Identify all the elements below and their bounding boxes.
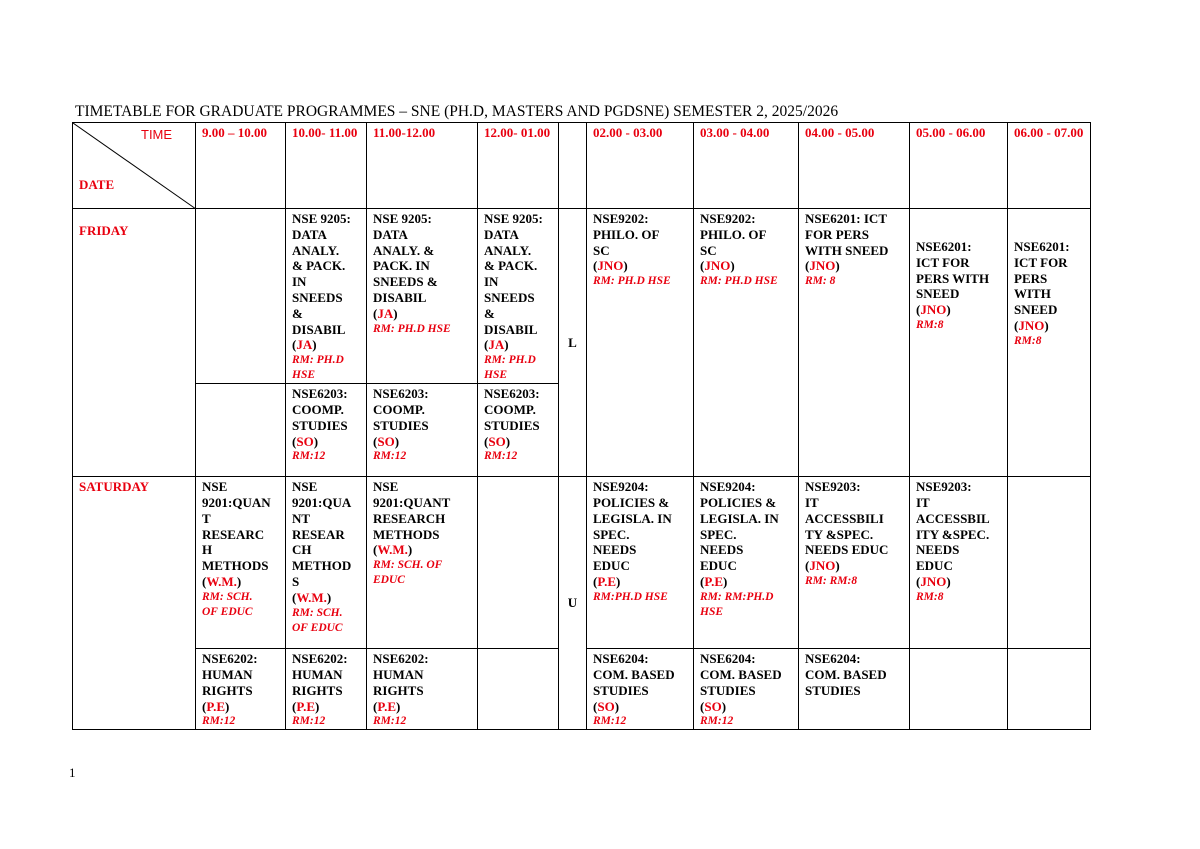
timetable xyxy=(72,122,1091,730)
lecturer-code: (JNO) xyxy=(916,302,951,318)
course-line: NSE9203: xyxy=(916,479,972,495)
course-line: LEGISLA. IN xyxy=(593,510,672,526)
time-slot-header: 05.00 - 06.00 xyxy=(910,123,1008,209)
lecturer-code: (P.E) xyxy=(202,698,230,714)
lecturer-initials: SO xyxy=(597,698,615,714)
course-line: ANALY. & xyxy=(373,242,435,258)
lecturer-initials: SO xyxy=(488,433,506,449)
course-line: COM. BASED xyxy=(700,666,782,682)
course-line: ANALY. xyxy=(292,242,340,258)
time-slot-header: 03.00 - 04.00 xyxy=(694,123,799,209)
class-cell xyxy=(1008,209,1091,477)
time-slot-header: 9.00 – 10.00 xyxy=(196,123,286,209)
course-line: PHILO. OF xyxy=(593,226,660,242)
lecturer-initials: JA xyxy=(488,337,505,353)
course-line: RESEAR xyxy=(292,526,345,542)
course-line: COOMP. xyxy=(373,401,425,417)
course-line: COM. BASED xyxy=(805,666,887,682)
lunch-cell: L xyxy=(559,209,587,477)
lecturer-initials: JNO xyxy=(920,302,947,318)
course-line: SPEC. xyxy=(700,526,737,542)
course-line: HUMAN xyxy=(202,666,253,682)
class-cell xyxy=(910,209,1008,477)
room-label: RM: PH.D HSE xyxy=(373,322,451,335)
lecturer-initials: P.E xyxy=(296,698,316,714)
class-cell xyxy=(286,384,367,477)
course-line: COM. BASED xyxy=(593,666,675,682)
class-cell xyxy=(587,649,694,730)
course-line: & xyxy=(292,305,303,321)
course-line: NSE xyxy=(292,479,318,495)
course-line: METHODS xyxy=(202,558,269,574)
course-line: COOMP. xyxy=(484,401,536,417)
course-line: HUMAN xyxy=(292,666,343,682)
course-line: NSE6204: xyxy=(593,651,649,667)
class-cell xyxy=(799,477,910,649)
room-label: RM:12 xyxy=(202,715,236,728)
room-label: RM: PH.D xyxy=(484,354,536,367)
course-line: NSE xyxy=(373,479,399,495)
course-line: NSE9202: xyxy=(593,211,649,226)
room-label: RM:PH.D HSE xyxy=(593,590,668,603)
course-line: T xyxy=(202,510,211,526)
room-label: RM:12 xyxy=(700,715,734,728)
course-line: STUDIES xyxy=(593,682,649,698)
class-cell xyxy=(286,649,367,730)
course-line: RIGHTS xyxy=(292,682,343,698)
course-line: NSE6201: xyxy=(916,239,972,254)
lecturer-code: (JA) xyxy=(373,305,398,321)
lecturer-code: (SO) xyxy=(373,433,400,449)
lecturer-initials: JNO xyxy=(920,573,947,589)
class-cell xyxy=(367,477,478,649)
class-cell xyxy=(910,477,1008,649)
course-line: STUDIES xyxy=(373,417,429,433)
course-line: NSE6203: xyxy=(373,386,429,402)
course-line: NSE6202: xyxy=(373,651,429,667)
lecturer-initials: SO xyxy=(704,698,722,714)
lecturer-initials: P.E xyxy=(377,698,397,714)
course-line: NSE6203: xyxy=(484,386,540,402)
lecturer-code: (JNO) xyxy=(805,258,840,274)
course-line: IN xyxy=(484,274,499,290)
course-line: NEEDS xyxy=(916,542,960,558)
room-label: RM:8 xyxy=(916,590,944,603)
room-label: RM:12 xyxy=(373,715,407,728)
room-label: RM:12 xyxy=(373,450,407,463)
course-line: & PACK. xyxy=(292,258,346,274)
course-line: & PACK. xyxy=(484,258,538,274)
course-line: PERS WITH xyxy=(916,270,990,286)
lecturer-initials: P.E xyxy=(597,573,617,589)
course-line: DISABIL xyxy=(292,321,346,337)
course-line: SC xyxy=(593,242,610,258)
course-line: SNEEDS xyxy=(292,289,343,305)
course-line: DATA xyxy=(373,226,408,242)
course-line: NEEDS EDUC xyxy=(805,542,889,558)
lecturer-code: (JNO) xyxy=(1014,317,1049,333)
class-cell xyxy=(799,209,910,477)
class-cell xyxy=(694,477,799,649)
course-line: SNEEDS xyxy=(484,289,535,305)
lecturer-initials: W.M. xyxy=(296,589,327,605)
room-label: RM: SCH. OF xyxy=(373,559,443,572)
room-label: RM: 8 xyxy=(805,275,836,288)
course-line: COOMP. xyxy=(292,401,344,417)
course-line: ACCESSBILI xyxy=(805,510,884,526)
course-line: NSE 9205: xyxy=(373,211,432,226)
empty-cell xyxy=(196,209,286,384)
lecturer-code: (P.E) xyxy=(292,698,320,714)
course-line: SPEC. xyxy=(593,526,630,542)
course-line: DISABIL xyxy=(373,289,427,305)
room-label: HSE xyxy=(700,605,724,618)
lecturer-code: (W.M.) xyxy=(202,573,242,589)
room-label: RM:12 xyxy=(593,715,627,728)
empty-cell xyxy=(478,649,559,730)
course-line: STUDIES xyxy=(805,682,861,698)
room-label: HSE xyxy=(292,369,316,382)
course-line: NSE xyxy=(202,479,228,495)
course-line: ICT FOR xyxy=(916,254,970,270)
room-label: RM:12 xyxy=(292,450,326,463)
course-line: NSE6202: xyxy=(202,651,258,667)
course-line: IT xyxy=(805,494,819,510)
course-line: ITY &SPEC. xyxy=(916,526,990,542)
class-cell xyxy=(286,209,367,384)
class-cell xyxy=(367,649,478,730)
lecturer-code: (JNO) xyxy=(805,558,840,574)
lecturer-initials: JNO xyxy=(809,258,836,274)
course-line: PACK. IN xyxy=(373,258,430,274)
course-line: & xyxy=(484,305,495,321)
room-label: RM:8 xyxy=(1014,334,1042,347)
time-slot-header: 06.00 - 07.00 xyxy=(1008,123,1091,209)
course-line: NT xyxy=(292,510,311,526)
course-line: POLICIES & xyxy=(700,494,777,510)
time-slot-header: 12.00- 01.00 xyxy=(478,123,559,209)
lecturer-initials: SO xyxy=(296,433,314,449)
room-label: RM: RM:8 xyxy=(805,574,858,587)
page-number: 1 xyxy=(69,765,76,780)
room-label: RM:12 xyxy=(292,715,326,728)
course-line: LEGISLA. IN xyxy=(700,510,779,526)
room-label: EDUC xyxy=(373,574,405,587)
time-date-header-cell xyxy=(73,123,196,209)
course-line: NSE9203: xyxy=(805,479,861,495)
lecturer-code: (JA) xyxy=(292,337,317,353)
course-line: DATA xyxy=(292,226,327,242)
lecturer-code: (JNO) xyxy=(593,258,628,274)
course-line: RIGHTS xyxy=(202,682,253,698)
course-line: METHODS xyxy=(373,526,440,542)
course-line: STUDIES xyxy=(700,682,756,698)
course-line: SNEED xyxy=(1014,302,1058,318)
room-label: OF EDUC xyxy=(202,605,253,618)
lecturer-code: (SO) xyxy=(700,698,727,714)
lecturer-code: (SO) xyxy=(484,433,511,449)
empty-cell xyxy=(910,649,1008,730)
room-label: RM: PH.D HSE xyxy=(593,275,671,288)
course-line: ANALY. xyxy=(484,242,532,258)
course-line: EDUC xyxy=(700,558,737,574)
lecturer-initials: JNO xyxy=(704,258,731,274)
lecturer-code: (JNO) xyxy=(916,573,951,589)
lecturer-initials: W.M. xyxy=(377,542,408,558)
lecturer-initials: JA xyxy=(377,305,394,321)
date-label: DATE xyxy=(79,177,115,192)
lecturer-code: (P.E) xyxy=(373,698,401,714)
day-label-saturday: SATURDAY xyxy=(73,477,196,730)
room-label: RM: RM:PH.D xyxy=(700,590,774,603)
course-line: RESEARC xyxy=(202,526,265,542)
empty-cell xyxy=(196,384,286,477)
time-slot-header: 02.00 - 03.00 xyxy=(587,123,694,209)
course-line: DATA xyxy=(484,226,519,242)
empty-cell xyxy=(1008,477,1091,649)
time-slot-header: 10.00- 11.00 xyxy=(286,123,367,209)
page-title: TIMETABLE FOR GRADUATE PROGRAMMES – SNE (PH.D, MASTERS AND PGDSNE) SEMESTER 2, 2025/2026 xyxy=(75,103,839,120)
course-line: RIGHTS xyxy=(373,682,424,698)
course-line: TY &SPEC. xyxy=(805,526,874,542)
course-line: NSE6201: xyxy=(1014,239,1070,254)
saturday-row-1 xyxy=(73,477,1091,649)
room-label: RM: SCH. xyxy=(202,590,253,603)
lecturer-initials: JNO xyxy=(809,558,836,574)
header-row xyxy=(73,123,1091,209)
lecturer-code: (W.M.) xyxy=(292,589,332,605)
course-line: S xyxy=(292,573,300,589)
course-line: WITH xyxy=(1014,286,1051,302)
room-label: RM:8 xyxy=(916,318,944,331)
course-line: EDUC xyxy=(593,558,630,574)
course-line: NSE6204: xyxy=(805,651,861,667)
lecturer-code: (P.E) xyxy=(700,573,728,589)
course-line: 9201:QUA xyxy=(292,494,352,510)
class-cell xyxy=(587,477,694,649)
class-cell xyxy=(587,209,694,477)
course-line: NSE6203: xyxy=(292,386,348,402)
course-line: PERS xyxy=(1014,270,1048,286)
course-line: NEEDS xyxy=(700,542,744,558)
lecturer-code: (P.E) xyxy=(593,573,621,589)
course-line: H xyxy=(202,542,213,558)
course-line: ACCESSBIL xyxy=(916,510,990,526)
room-label: HSE xyxy=(484,369,508,382)
course-line: IT xyxy=(916,494,930,510)
class-cell xyxy=(196,477,286,649)
class-cell xyxy=(694,209,799,477)
day-label-friday: FRIDAY xyxy=(73,209,196,477)
course-line: DISABIL xyxy=(484,321,538,337)
room-label: RM: SCH. xyxy=(292,606,343,619)
course-line: NSE9202: xyxy=(700,211,756,226)
course-line: NSE9204: xyxy=(593,479,649,495)
class-cell xyxy=(196,649,286,730)
room-label: OF EDUC xyxy=(292,621,343,634)
course-line: FOR PERS xyxy=(805,226,869,242)
lunch-cell: U xyxy=(559,477,587,730)
course-line: ICT FOR xyxy=(1014,254,1068,270)
course-line: NSE6201: ICT xyxy=(805,211,887,226)
course-line: PHILO. OF xyxy=(700,226,767,242)
course-line: NEEDS xyxy=(593,542,637,558)
empty-cell xyxy=(478,477,559,649)
course-line: POLICIES & xyxy=(593,494,670,510)
lunch-header xyxy=(559,123,587,209)
course-line: SNEED xyxy=(916,286,960,302)
time-label: TIME xyxy=(141,127,173,142)
course-line: METHOD xyxy=(292,558,352,574)
diagonal-divider xyxy=(73,123,196,209)
course-line: NSE6202: xyxy=(292,651,348,667)
course-line: NSE 9205: xyxy=(292,211,351,226)
lecturer-code: (JNO) xyxy=(700,258,735,274)
course-line: SC xyxy=(700,242,717,258)
lecturer-initials: SO xyxy=(377,433,395,449)
course-line: WITH SNEED xyxy=(805,242,889,258)
class-cell xyxy=(286,477,367,649)
course-line: EDUC xyxy=(916,558,953,574)
time-slot-header: 04.00 - 05.00 xyxy=(799,123,910,209)
lecturer-code: (SO) xyxy=(593,698,620,714)
class-cell xyxy=(478,384,559,477)
course-line: NSE 9205: xyxy=(484,211,543,226)
lecturer-initials: JNO xyxy=(597,258,624,274)
course-line: 9201:QUAN xyxy=(202,494,271,510)
lecturer-initials: P.E xyxy=(704,573,724,589)
empty-cell xyxy=(1008,649,1091,730)
lecturer-initials: P.E xyxy=(206,698,226,714)
room-label: RM: PH.D HSE xyxy=(700,275,778,288)
friday-row-1 xyxy=(73,209,1091,384)
class-cell xyxy=(694,649,799,730)
class-cell xyxy=(367,384,478,477)
lecturer-code: (W.M.) xyxy=(373,542,413,558)
lecturer-code: (SO) xyxy=(292,433,319,449)
lecturer-initials: JNO xyxy=(1018,317,1045,333)
course-line: 9201:QUANT xyxy=(373,494,451,510)
course-line: STUDIES xyxy=(484,417,540,433)
lecturer-initials: W.M. xyxy=(206,573,237,589)
class-cell xyxy=(799,649,910,730)
room-label: RM: PH.D xyxy=(292,354,344,367)
course-line: IN xyxy=(292,274,307,290)
course-line: HUMAN xyxy=(373,666,424,682)
class-cell xyxy=(478,209,559,384)
time-slot-header: 11.00-12.00 xyxy=(367,123,478,209)
course-line: NSE9204: xyxy=(700,479,756,495)
course-line: RESEARCH xyxy=(373,510,446,526)
lecturer-initials: JA xyxy=(296,337,313,353)
course-line: CH xyxy=(292,542,312,558)
course-line: NSE6204: xyxy=(700,651,756,667)
course-line: SNEEDS & xyxy=(373,274,438,290)
course-line: STUDIES xyxy=(292,417,348,433)
lecturer-code: (JA) xyxy=(484,337,509,353)
room-label: RM:12 xyxy=(484,450,518,463)
class-cell xyxy=(367,209,478,384)
